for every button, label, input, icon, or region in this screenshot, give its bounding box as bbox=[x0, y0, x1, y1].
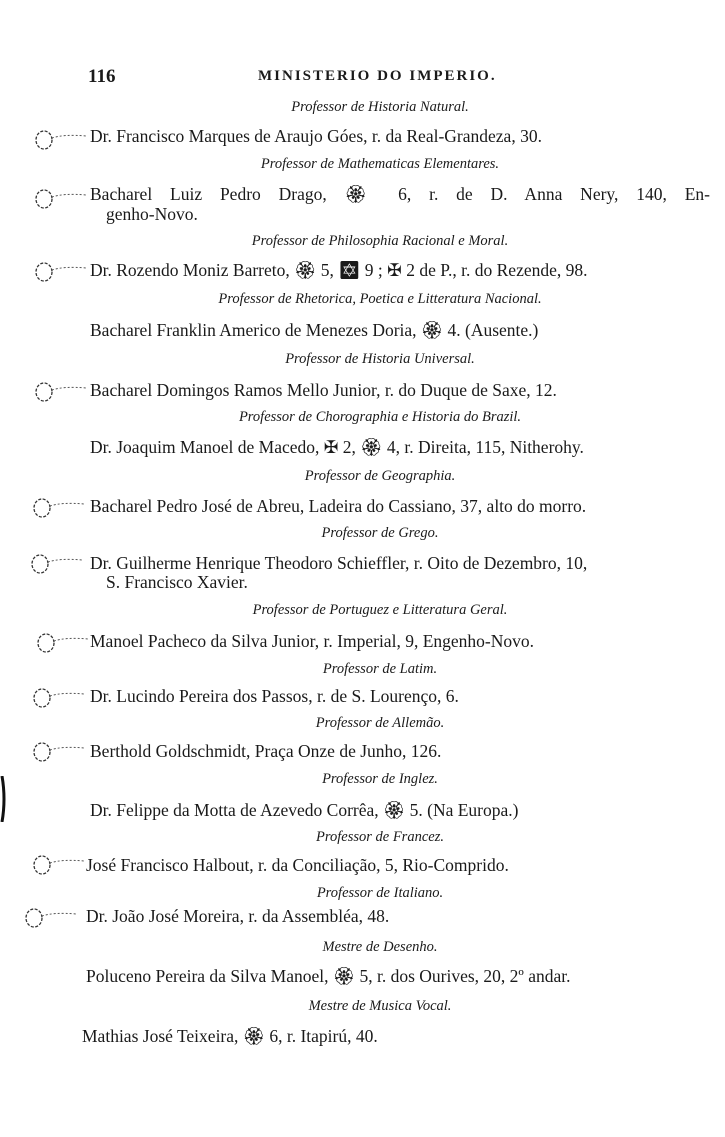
entry-line: Dr. João José Moreira, r. da Assembléa, 48. bbox=[86, 906, 390, 926]
pointing-hand-icon bbox=[32, 185, 90, 211]
section-heading: Professor de Latim. bbox=[322, 661, 438, 677]
entry-line: Bacharel Pedro José de Abreu, Ladeira do Cassiano, 37, alto do morro. bbox=[90, 496, 587, 516]
section-heading: Professor de Portuguez e Litteratura Geral. bbox=[252, 602, 508, 618]
pointing-hand-icon bbox=[28, 550, 86, 576]
entry-line: Mathias José Teixeira, 🏵 6, r. Itapirú, 40. bbox=[82, 1026, 378, 1046]
entry-line: Berthold Goldschmidt, Praça Onze de Junho, 126. bbox=[90, 741, 442, 761]
running-title: MINISTERIO DO IMPERIO. bbox=[258, 68, 497, 84]
pointing-hand-icon bbox=[32, 258, 90, 284]
entry-line: Dr. Rozendo Moniz Barreto, 🏵 5, ✡ 9 ; ✠ 2 de P., r. do Rezende, 98. bbox=[90, 260, 588, 280]
page-header bbox=[0, 66, 725, 90]
entry-continuation: genho-Novo. bbox=[106, 204, 198, 224]
entry-continuation: S. Francisco Xavier. bbox=[106, 572, 248, 592]
pointing-hand-icon bbox=[32, 126, 90, 152]
entry-line: Dr. Felippe da Motta de Azevedo Corrêa, 🏵 5. (Na Europa.) bbox=[90, 800, 519, 820]
page-number: 116 bbox=[88, 66, 116, 87]
entry-line: José Francisco Halbout, r. da Conciliação, 5, Rio-Comprido. bbox=[86, 855, 509, 875]
entry-line: Bacharel Domingos Ramos Mello Junior, r. do Duque de Saxe, 12. bbox=[90, 380, 557, 400]
section-heading: Professor de Rhetorica, Poetica e Litteratura Nacional. bbox=[218, 291, 542, 307]
section-heading: Professor de Grego. bbox=[321, 525, 439, 541]
section-heading: Mestre de Musica Vocal. bbox=[308, 998, 452, 1014]
pointing-hand-icon bbox=[30, 851, 88, 877]
pointing-hand-icon bbox=[22, 904, 80, 930]
pointing-hand-icon bbox=[30, 684, 88, 710]
section-heading: Professor de Historia Natural. bbox=[291, 99, 469, 115]
entry-line: Dr. Guilherme Henrique Theodoro Schieffler, r. Oito de Dezembro, 10, bbox=[90, 553, 588, 573]
entry-line: Manoel Pacheco da Silva Junior, r. Imperial, 9, Engenho-Novo. bbox=[90, 631, 534, 651]
section-heading: Professor de Geographia. bbox=[304, 468, 456, 484]
section-heading: Professor de Chorographia e Historia do Brazil. bbox=[238, 409, 522, 425]
entry-line: Dr. Joaquim Manoel de Macedo, ✠ 2, 🏵 4, r. Direita, 115, Nitherohy. bbox=[90, 437, 584, 457]
section-heading: Professor de Allemão. bbox=[315, 715, 445, 731]
pointing-hand-icon bbox=[32, 378, 90, 404]
pointing-hand-icon bbox=[34, 629, 92, 655]
entry-line: Bacharel Franklin Americo de Menezes Doria, 🏵 4. (Ausente.) bbox=[90, 320, 539, 340]
section-heading: Professor de Inglez. bbox=[322, 771, 438, 787]
section-heading: Professor de Francez. bbox=[316, 829, 444, 845]
section-heading: Professor de Historia Universal. bbox=[285, 351, 475, 367]
entry-line bbox=[90, 184, 710, 204]
section-heading: Professor de Mathematicas Elementares. bbox=[260, 156, 500, 172]
section-heading: Mestre de Desenho. bbox=[322, 939, 438, 955]
margin-bracket-mark bbox=[0, 776, 6, 822]
pointing-hand-icon bbox=[30, 494, 88, 520]
entry-line: Dr. Francisco Marques de Araujo Góes, r. da Real-Grandeza, 30. bbox=[90, 126, 542, 146]
pointing-hand-icon bbox=[30, 738, 88, 764]
entry-line: Dr. Lucindo Pereira dos Passos, r. de S. Lourenço, 6. bbox=[90, 686, 459, 706]
entry-line: Poluceno Pereira da Silva Manoel, 🏵 5, r. dos Ourives, 20, 2º andar. bbox=[86, 966, 571, 986]
section-heading: Professor de Philosophia Racional e Moral. bbox=[251, 233, 509, 249]
entry-line-text: Bacharel Luiz Pedro Drago, 🏵 6, r. de D. Anna Nery, 140, En- bbox=[90, 184, 710, 204]
section-heading: Professor de Italiano. bbox=[316, 885, 444, 901]
